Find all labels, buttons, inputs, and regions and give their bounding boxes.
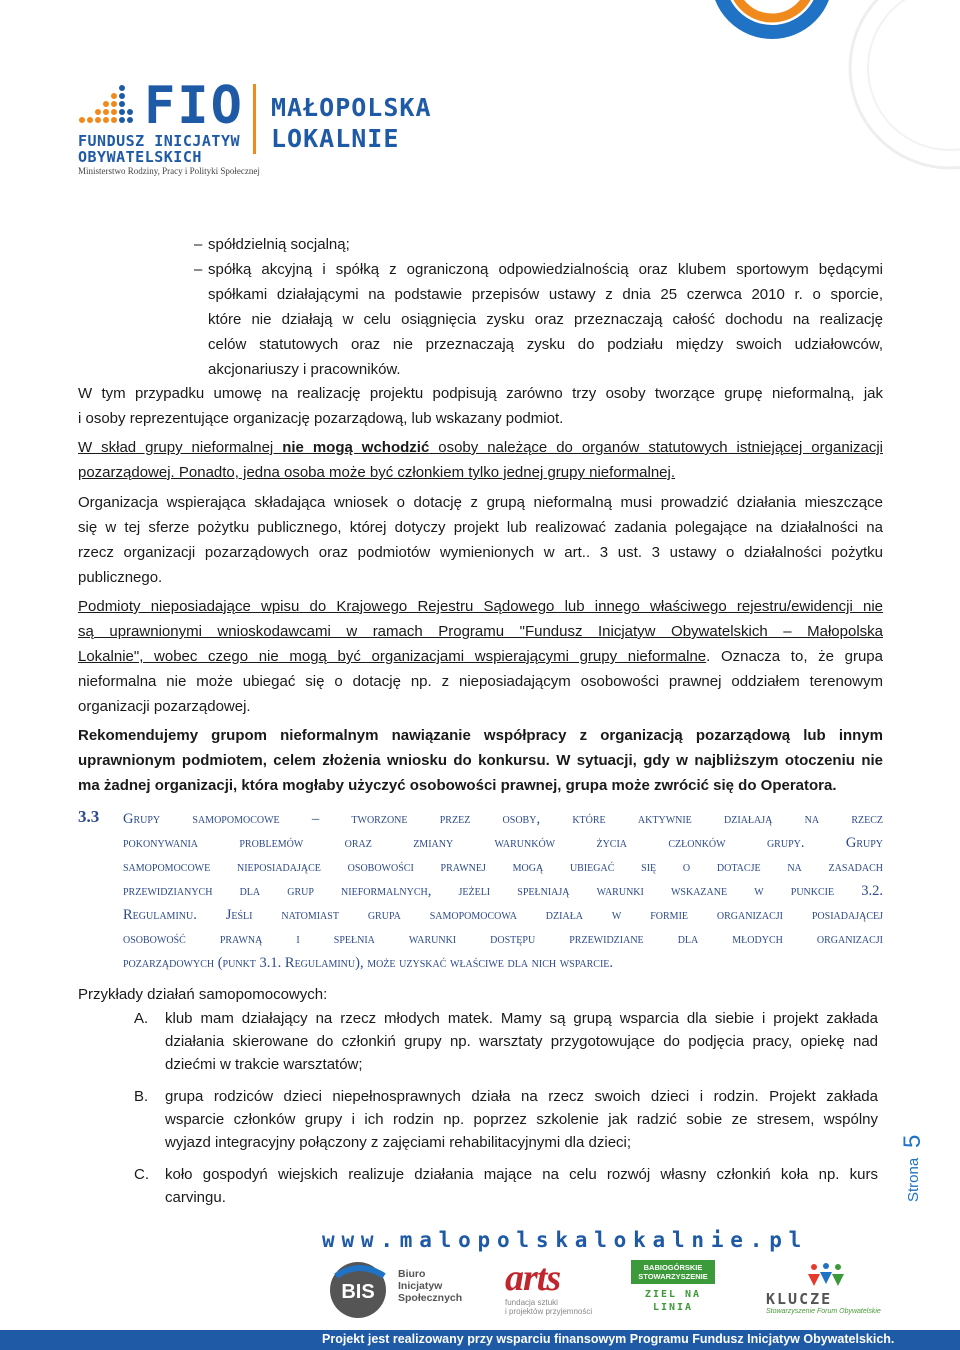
ministry-text: Ministerstwo Rodziny, Pracy i Polityki Społecznej <box>78 166 260 176</box>
bullet-2-line: celów statutowych oraz nie przeznaczają zysku do podziału między swoich udziałowców, <box>208 336 883 353</box>
list-item-line: grupa rodziców dzieci niepełnosprawnych działa na rzecz swoich dzieci i rodzin. Projekt zakłada <box>165 1088 878 1105</box>
list-item-line: wyjazd integracyjny połączony z zajęciami rehabilitacyjnymi dla dzieci; <box>165 1134 632 1151</box>
examples-intro: Przykłady działań samopomocowych: <box>78 986 328 1003</box>
footer-url: www.malopolskalokalnie.pl <box>322 1228 809 1252</box>
babia-line: BABIOGÓRSKIE <box>643 1263 703 1272</box>
list-item-line: koło gospodyń wiejskich realizuje działania mające na celu rozwój własny członkiń koła np. kurs <box>165 1166 878 1183</box>
fio-line1: FUNDUSZ INICJATYW <box>78 132 241 150</box>
fio-line2: OBYWATELSKICH <box>78 148 202 166</box>
list-item-line: działania skierowane do członkiń grupy np. warsztaty przygotowujące do podjęcia pracy, opiekę nad <box>165 1033 878 1050</box>
footer-note: Projekt jest realizowany przy wsparciu finansowym Programu Fundusz Inicjatyw Obywatelskich. <box>322 1332 895 1346</box>
section-line: pozarządowych (punkt 3.1. Regulaminu), może uzyskać właściwe dla nich wsparcie. <box>123 955 614 971</box>
list-marker: B. <box>134 1088 149 1105</box>
zielona-line: LINIA <box>652 1302 694 1313</box>
list-item-line: dziećmi w trakcie warsztatów; <box>165 1056 363 1073</box>
bis-mark: BIS <box>341 1281 375 1303</box>
paragraph-line: Organizacja wspierająca składająca wniosek o dotację z grupą nieformalną musi prowadzić działania mieszczące <box>78 494 883 511</box>
list-item-line: carvingu. <box>165 1189 226 1206</box>
bis-logo <box>326 1258 466 1322</box>
program-line2: LOKALNIE <box>271 124 400 153</box>
page-label: Strona <box>905 1157 922 1202</box>
program-line1: MAŁOPOLSKA <box>271 93 432 122</box>
bullet-2-line: spółką akcyjną i spółką z ograniczoną odpowiedzialnością oraz klubem sportowym będącymi <box>208 261 883 278</box>
arts-logo <box>505 1258 591 1320</box>
list-item-line: klub mam działający na rzecz młodych matek. Mamy są grupą wsparcia dla siebie i projekt zakłada <box>165 1010 878 1027</box>
bullet-marker: – <box>194 236 203 253</box>
bullet-2-line: akcjonariuszy i pracowników. <box>208 361 401 378</box>
paragraph-line: organizacji pozarządowej. <box>78 698 251 715</box>
paragraph-line: ma żadnej organizacji, która mogłaby użyczyć osobowości prawnej, grupa może zwrócić się do Operatora. <box>78 777 837 794</box>
section-line: samopomocowe nieposiadające osobowości prawnej mogą ubiegać się o dotacje na zasadach <box>123 859 883 875</box>
section-line: pokonywania problemów oraz zmiany warunków życia członków grupy. Grupy <box>123 835 883 851</box>
list-item-line: wsparcie członków grupy i ich rodzin np. poprzez szkolenie jak radzić sobie ze stresem, wspólny <box>165 1111 878 1128</box>
paragraph-line: się w tej sferze pożytku publicznego, której dotyczy projekt lub realizować zadania polegające na działalności na <box>78 519 883 536</box>
zielona-line: ZIEL NA <box>644 1289 702 1300</box>
klucze-subtitle: Stowarzyszenie Forum Obywatelskie <box>766 1308 881 1315</box>
page-number <box>899 1134 944 1212</box>
paragraph-line: nieformalna nie może ubiegać się o dotację np. z nieposiadającym osobowości prawnej oddziałem terenowym <box>78 673 883 690</box>
section-line: Regulaminu. Jeśli natomiast grupa samopomocowa działa w formie organizacji posiadającej <box>123 907 883 923</box>
figures-icon <box>804 1262 848 1288</box>
fio-dots-icon <box>78 82 140 124</box>
paragraph-line: rzecz organizacji pozarządowych oraz podmiotów wymienionych w art.. 3 ust. 3 ustawy o działalności pożytku <box>78 544 883 561</box>
klucze-logo <box>766 1262 881 1318</box>
list-marker: C. <box>134 1166 149 1183</box>
paragraph-line: W skład grupy nieformalnej nie mogą wchodzić osoby należące do organów statutowych istniejącej organizacji <box>78 439 883 456</box>
paragraph-line: Lokalnie", wobec czego nie mogą być organizacjami wspierającymi grupy nieformalne. Oznacza to, że grupa <box>78 648 883 665</box>
section-number: 3.3 <box>78 807 100 826</box>
decorative-circles <box>700 0 960 240</box>
bullet-2-line: które nie działają w celu osiągnięcia zysku oraz przeznaczają całość dochodu na realizację <box>208 311 883 328</box>
paragraph-line: Rekomendujemy grupom nieformalnym nawiązanie współpracy z organizacją pozarządową lub innym <box>78 727 883 744</box>
list-marker: A. <box>134 1010 149 1027</box>
zielona-linia-logo <box>631 1260 715 1322</box>
section-line: Grupy samopomocowe – tworzone przez osoby, które aktywnie działają na rzecz <box>123 811 883 827</box>
klucze-mark: KLUCZE <box>766 1290 833 1308</box>
fio-logo <box>78 76 260 178</box>
section-line: przewidzianych dla grup nieformalnych, jeżeli spełniają warunki wskazane w punkcie 3.2. <box>123 883 883 899</box>
paragraph-line: W tym przypadku umowę na realizację projektu podpisują zarówno trzy osoby tworzące grupę nieformalną, jak <box>78 385 883 402</box>
bullet-marker: – <box>194 261 203 278</box>
bis-name-line: Inicjatyw <box>398 1280 443 1292</box>
arts-mark: arts <box>505 1257 561 1299</box>
fio-title: FIO <box>144 76 244 136</box>
babia-line: STOWARZYSZENIE <box>638 1272 708 1281</box>
bis-emblem-icon <box>326 1258 396 1322</box>
paragraph-line: są uprawnionymi wnioskodawcami w ramach Programu "Fundusz Inicjatyw Obywatelskich – Małopolska <box>78 623 883 640</box>
bis-name-line: Społecznych <box>398 1292 463 1304</box>
section-text <box>123 807 883 975</box>
bullet-2-line: spółkami działającymi na podstawie przepisów ustawy z dnia 25 czerwca 2010 r. o sporcie, <box>208 286 883 303</box>
page-number-value: 5 <box>899 1134 926 1148</box>
arts-subtitle: fundacja sztuki <box>505 1298 558 1307</box>
program-logo <box>271 92 432 154</box>
bis-name-line: Biuro <box>398 1268 426 1280</box>
paragraph-line: Podmioty nieposiadające wpisu do Krajowego Rejestru Sądowego lub innego właściwego rejestru/ewidencji nie <box>78 598 883 615</box>
paragraph-line: uprawnionym podmiotem, celem złożenia wniosku do konkursu. W sytuacji, gdy w najbliższym otoczeniu nie <box>78 752 883 769</box>
arts-subtitle: i projektów przyjemności <box>505 1307 593 1316</box>
logo-divider <box>253 84 256 154</box>
bullet-1: spółdzielnią socjalną; <box>208 236 350 253</box>
emphasis-text: nie mogą wchodzić <box>282 439 430 456</box>
section-line: osobowość prawną i spełnia warunki dostępu przewidziane dla młodych organizacji <box>123 931 883 947</box>
paragraph-line: pozarządowej. Ponadto, jedna osoba może być członkiem tylko jednej grupy nieformalnej. <box>78 464 676 481</box>
paragraph-line: i osoby reprezentujące organizację pozarządową, lub wskazany podmiot. <box>78 410 564 427</box>
paragraph-line: publicznego. <box>78 569 163 586</box>
